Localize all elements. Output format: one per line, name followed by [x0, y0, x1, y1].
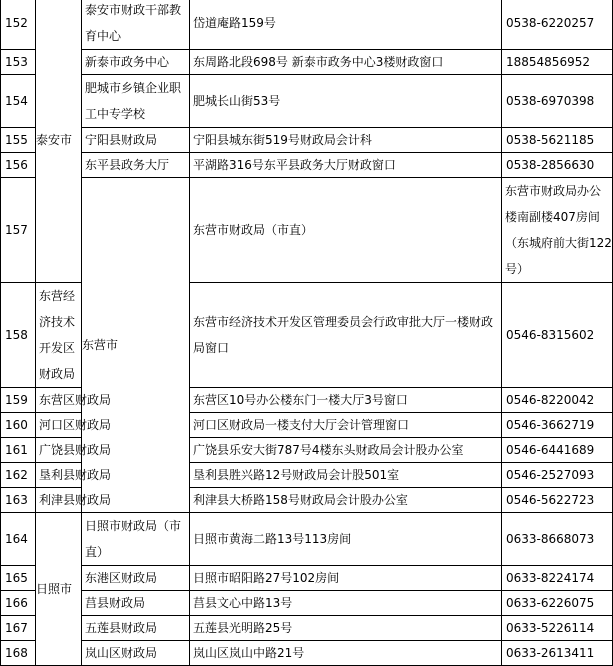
row-number: 160: [1, 413, 36, 438]
unit-name: 东港区财政局: [82, 566, 190, 591]
address: 宁阳县城东街519号财政局会计科: [190, 128, 502, 153]
unit-name: 宁阳县财政局: [82, 128, 190, 153]
row-number: 167: [1, 616, 36, 641]
unit-name: 泰安市财政干部教育中心: [82, 0, 190, 50]
phone: 0546-6441689: [502, 438, 613, 463]
table-row: [1, 128, 613, 153]
address: 东营市财政局办公楼南副楼407房间（东城府前大街122号）: [502, 178, 613, 283]
address: 利津县大桥路158号财政局会计股办公室: [190, 488, 502, 513]
row-number: 155: [1, 128, 36, 153]
row-number: 163: [1, 488, 36, 513]
unit-name: 广饶县财政局: [36, 438, 82, 463]
row-number: 168: [1, 641, 36, 666]
phone: 0633-8668073: [502, 513, 613, 566]
unit-name: 东营经济技术开发区财政局: [36, 283, 82, 388]
phone: 0633-6226075: [502, 591, 613, 616]
phone: 0633-8224174: [502, 566, 613, 591]
address: 平湖路316号东平县政务大厅财政窗口: [190, 153, 502, 178]
address: 东周路北段698号 新泰市政务中心3楼财政窗口: [190, 50, 502, 75]
phone: 0546-8315602: [502, 283, 613, 388]
row-number: 162: [1, 463, 36, 488]
phone: 0546-8220042: [502, 388, 613, 413]
phone: 0546-2527093: [502, 463, 613, 488]
table-row: [1, 50, 613, 75]
address: 东营市经济技术开发区管理委员会行政审批大厅一楼财政局窗口: [190, 283, 502, 388]
table-row: [1, 153, 613, 178]
table-row: [1, 616, 613, 641]
row-number: 153: [1, 50, 36, 75]
address: 东营区10号办公楼东门一楼大厅3号窗口: [190, 388, 502, 413]
row-number: 158: [1, 283, 36, 388]
phone: 0538-6220257: [502, 0, 613, 50]
row-number: 165: [1, 566, 36, 591]
phone: 0546-3662719: [502, 413, 613, 438]
unit-name: 利津县财政局: [36, 488, 82, 513]
phone: 18854856952: [502, 50, 613, 75]
row-number: 152: [1, 0, 36, 50]
table-row: [1, 513, 613, 566]
row-number: 159: [1, 388, 36, 413]
row-number: 166: [1, 591, 36, 616]
table-row: [1, 75, 613, 128]
address: 肥城长山街53号: [190, 75, 502, 128]
row-number: 154: [1, 75, 36, 128]
unit-name: 东营区财政局: [36, 388, 82, 413]
address: 河口区财政局一楼支付大厅会计管理窗口: [190, 413, 502, 438]
city-name: 泰安市: [36, 0, 82, 283]
table-row: [1, 641, 613, 666]
unit-name: 新泰市政务中心: [82, 50, 190, 75]
unit-name: 岚山区财政局: [82, 641, 190, 666]
phone: 0633-2613411: [502, 641, 613, 666]
table-body: [1, 0, 613, 666]
phone: 0538-5621185: [502, 128, 613, 153]
city-name: 日照市: [36, 513, 82, 666]
address: 垦利县胜兴路12号财政局会计股501室: [190, 463, 502, 488]
phone: 0538-2856630: [502, 153, 613, 178]
row-number: 157: [1, 178, 36, 283]
unit-name: 莒县财政局: [82, 591, 190, 616]
unit-name: 河口区财政局: [36, 413, 82, 438]
address: 岚山区岚山中路21号: [190, 641, 502, 666]
address: 岱道庵路159号: [190, 0, 502, 50]
city-name: 东营市: [82, 178, 190, 513]
table-row: [1, 591, 613, 616]
row-number: 164: [1, 513, 36, 566]
unit-name: 五莲县财政局: [82, 616, 190, 641]
unit-name: 肥城市乡镇企业职工中专学校: [82, 75, 190, 128]
unit-name: 东平县政务大厅: [82, 153, 190, 178]
unit-name: 日照市财政局（市直）: [82, 513, 190, 566]
table-row: [1, 178, 613, 283]
address: 广饶县乐安大街787号4楼东头财政局会计股办公室: [190, 438, 502, 463]
row-number: 156: [1, 153, 36, 178]
row-number: 161: [1, 438, 36, 463]
address: 日照市昭阳路27号102房间: [190, 566, 502, 591]
phone: 0633-5226114: [502, 616, 613, 641]
table-row: [1, 0, 613, 50]
phone: 0538-6970398: [502, 75, 613, 128]
address: 莒县文心中路13号: [190, 591, 502, 616]
unit-name: 垦利县财政局: [36, 463, 82, 488]
address: 日照市黄海二路13号113房间: [190, 513, 502, 566]
unit-name: 东营市财政局（市直）: [190, 178, 502, 283]
phone: 0546-5622723: [502, 488, 613, 513]
address: 五莲县光明路25号: [190, 616, 502, 641]
table-row: [1, 566, 613, 591]
